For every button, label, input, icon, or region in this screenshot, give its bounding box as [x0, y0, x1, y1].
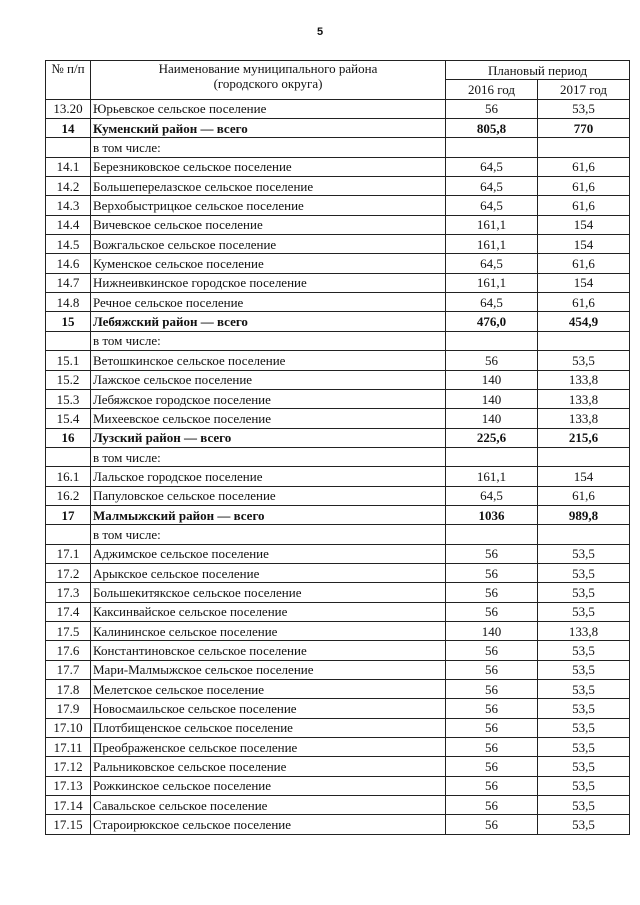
district-total-row [46, 312, 630, 331]
subheading-row [46, 447, 630, 466]
row-value-2017 [538, 138, 630, 157]
table-row [46, 660, 630, 679]
row-value-2016: 225,6 [446, 428, 538, 447]
row-number: 14 [46, 119, 91, 138]
row-value-2017: 53,5 [538, 544, 630, 563]
row-value-2017: 133,8 [538, 409, 630, 428]
row-number: 17.13 [46, 776, 91, 795]
row-number: 14.1 [46, 157, 91, 176]
row-number: 17.15 [46, 815, 91, 834]
table-row [46, 680, 630, 699]
row-value-2017: 53,5 [538, 796, 630, 815]
header-planned-period: Плановый период [446, 61, 630, 80]
row-value-2017: 53,5 [538, 602, 630, 621]
subheading-row [46, 331, 630, 350]
row-value-2016: 64,5 [446, 157, 538, 176]
row-value-2016: 64,5 [446, 254, 538, 273]
row-name: Преображенское сельское поселение [91, 738, 446, 757]
row-value-2017: 61,6 [538, 293, 630, 312]
table-row [46, 602, 630, 621]
table-row [46, 486, 630, 505]
row-value-2017: 53,5 [538, 99, 630, 118]
row-name: Каксинвайское сельское поселение [91, 602, 446, 621]
row-value-2017: 53,5 [538, 718, 630, 737]
table-row [46, 157, 630, 176]
row-number: 17.9 [46, 699, 91, 718]
row-value-2017: 53,5 [538, 351, 630, 370]
row-number: 17.10 [46, 718, 91, 737]
row-value-2017: 53,5 [538, 660, 630, 679]
row-name: в том числе: [91, 331, 446, 350]
table-row [46, 757, 630, 776]
row-name: Савальское сельское поселение [91, 796, 446, 815]
row-value-2016: 64,5 [446, 177, 538, 196]
table-row [46, 467, 630, 486]
row-name: Ральниковское сельское поселение [91, 757, 446, 776]
row-name: Лузский район — всего [91, 428, 446, 447]
header-name-line1: Наименование муниципального района [158, 61, 378, 76]
row-value-2016: 56 [446, 718, 538, 737]
row-number: 14.2 [46, 177, 91, 196]
row-value-2016: 56 [446, 680, 538, 699]
row-value-2016: 140 [446, 370, 538, 389]
row-value-2017: 154 [538, 235, 630, 254]
row-name: Березниковское сельское поселение [91, 157, 446, 176]
row-value-2016: 56 [446, 583, 538, 602]
row-value-2016: 56 [446, 641, 538, 660]
row-value-2017: 215,6 [538, 428, 630, 447]
subheading-row [46, 525, 630, 544]
row-number: 16.2 [46, 486, 91, 505]
row-name: Лебяжское городское поселение [91, 389, 446, 408]
row-value-2016: 56 [446, 738, 538, 757]
row-value-2017: 133,8 [538, 370, 630, 389]
row-value-2016: 56 [446, 351, 538, 370]
row-name: в том числе: [91, 138, 446, 157]
row-name: в том числе: [91, 525, 446, 544]
row-number: 17.6 [46, 641, 91, 660]
row-value-2017 [538, 331, 630, 350]
row-number: 17.14 [46, 796, 91, 815]
row-name: Куменский район — всего [91, 119, 446, 138]
table-row [46, 177, 630, 196]
row-value-2017: 53,5 [538, 641, 630, 660]
row-number: 17.11 [46, 738, 91, 757]
row-value-2017: 154 [538, 215, 630, 234]
row-number [46, 331, 91, 350]
subheading-row [46, 138, 630, 157]
table-header [46, 61, 630, 100]
row-name: Нижнеивкинское городское поселение [91, 273, 446, 292]
row-name: Калининское сельское поселение [91, 621, 446, 640]
row-number: 16.1 [46, 467, 91, 486]
table-body [46, 99, 630, 834]
row-number: 14.6 [46, 254, 91, 273]
district-total-row [46, 505, 630, 524]
table-row [46, 544, 630, 563]
row-number: 17.1 [46, 544, 91, 563]
page-number: 5 [316, 26, 324, 38]
row-name: Мари-Малмыжское сельское поселение [91, 660, 446, 679]
row-number: 14.7 [46, 273, 91, 292]
table-row [46, 389, 630, 408]
row-number: 14.4 [46, 215, 91, 234]
header-name-line2: (городского округа) [213, 76, 323, 91]
table-row [46, 196, 630, 215]
header-row-top [46, 61, 630, 80]
row-name: Лебяжский район — всего [91, 312, 446, 331]
row-number [46, 138, 91, 157]
row-value-2016 [446, 447, 538, 466]
row-value-2016: 56 [446, 757, 538, 776]
table-row [46, 621, 630, 640]
row-value-2017: 53,5 [538, 815, 630, 834]
row-value-2017 [538, 447, 630, 466]
row-value-2016: 56 [446, 776, 538, 795]
district-total-row [46, 119, 630, 138]
table-row [46, 409, 630, 428]
row-value-2017: 53,5 [538, 583, 630, 602]
row-name: Вожгальское сельское поселение [91, 235, 446, 254]
row-number: 17 [46, 505, 91, 524]
row-value-2017: 133,8 [538, 389, 630, 408]
row-value-2016: 140 [446, 409, 538, 428]
row-name: Аджимское сельское поселение [91, 544, 446, 563]
row-name: в том числе: [91, 447, 446, 466]
table-row [46, 815, 630, 834]
row-value-2016: 56 [446, 563, 538, 582]
row-value-2016: 161,1 [446, 273, 538, 292]
table-row [46, 235, 630, 254]
row-value-2017: 53,5 [538, 563, 630, 582]
row-number [46, 525, 91, 544]
row-name: Лажское сельское поселение [91, 370, 446, 389]
row-value-2016: 64,5 [446, 486, 538, 505]
row-number: 17.3 [46, 583, 91, 602]
row-name: Константиновское сельское поселение [91, 641, 446, 660]
table-row [46, 699, 630, 718]
row-number: 17.8 [46, 680, 91, 699]
row-value-2016: 161,1 [446, 215, 538, 234]
row-value-2017: 154 [538, 467, 630, 486]
table-row [46, 776, 630, 795]
row-value-2016: 64,5 [446, 293, 538, 312]
row-value-2016 [446, 138, 538, 157]
row-name: Верхобыстрицкое сельское поселение [91, 196, 446, 215]
row-name: Малмыжский район — всего [91, 505, 446, 524]
table-row [46, 293, 630, 312]
row-number: 15.1 [46, 351, 91, 370]
row-value-2016 [446, 525, 538, 544]
row-number: 13.20 [46, 99, 91, 118]
row-value-2016 [446, 331, 538, 350]
row-name: Староирюкское сельское поселение [91, 815, 446, 834]
row-number: 15 [46, 312, 91, 331]
row-value-2017: 61,6 [538, 196, 630, 215]
table-row [46, 583, 630, 602]
row-number: 14.3 [46, 196, 91, 215]
header-year-2016: 2016 год [446, 80, 538, 99]
row-name: Арыкское сельское поселение [91, 563, 446, 582]
row-name: Ветошкинское сельское поселение [91, 351, 446, 370]
row-value-2017: 770 [538, 119, 630, 138]
row-name: Большекитякское сельское поселение [91, 583, 446, 602]
row-value-2016: 140 [446, 389, 538, 408]
row-value-2016: 56 [446, 699, 538, 718]
row-value-2017: 454,9 [538, 312, 630, 331]
row-name: Речное сельское поселение [91, 293, 446, 312]
row-name: Михеевское сельское поселение [91, 409, 446, 428]
row-number: 17.12 [46, 757, 91, 776]
row-name: Рожкинское сельское поселение [91, 776, 446, 795]
table-row [46, 370, 630, 389]
table-row [46, 351, 630, 370]
row-value-2017: 53,5 [538, 776, 630, 795]
row-value-2017: 53,5 [538, 699, 630, 718]
row-value-2016: 56 [446, 602, 538, 621]
row-number: 17.4 [46, 602, 91, 621]
table-row [46, 254, 630, 273]
table-row [46, 796, 630, 815]
row-value-2016: 56 [446, 544, 538, 563]
row-value-2016: 56 [446, 815, 538, 834]
row-number: 17.2 [46, 563, 91, 582]
table-row [46, 215, 630, 234]
row-value-2016: 476,0 [446, 312, 538, 331]
row-number: 17.5 [46, 621, 91, 640]
row-value-2016: 140 [446, 621, 538, 640]
header-number: № п/п [46, 61, 91, 100]
row-name: Папуловское сельское поселение [91, 486, 446, 505]
row-value-2016: 64,5 [446, 196, 538, 215]
table-row [46, 738, 630, 757]
row-value-2017: 989,8 [538, 505, 630, 524]
row-value-2017: 53,5 [538, 680, 630, 699]
row-number: 16 [46, 428, 91, 447]
table-row [46, 718, 630, 737]
row-number: 14.5 [46, 235, 91, 254]
row-value-2017: 53,5 [538, 738, 630, 757]
header-year-2017: 2017 год [538, 80, 630, 99]
row-name: Лальское городское поселение [91, 467, 446, 486]
row-name: Большеперелазское сельское поселение [91, 177, 446, 196]
row-number: 15.3 [46, 389, 91, 408]
row-value-2017: 61,6 [538, 486, 630, 505]
row-value-2017: 61,6 [538, 254, 630, 273]
row-value-2017: 133,8 [538, 621, 630, 640]
table-row [46, 273, 630, 292]
row-value-2017: 154 [538, 273, 630, 292]
row-value-2017: 61,6 [538, 157, 630, 176]
row-number: 14.8 [46, 293, 91, 312]
row-value-2017 [538, 525, 630, 544]
row-value-2017: 53,5 [538, 757, 630, 776]
table-row [46, 99, 630, 118]
table-row [46, 641, 630, 660]
row-value-2016: 56 [446, 796, 538, 815]
row-number: 15.4 [46, 409, 91, 428]
row-value-2016: 161,1 [446, 235, 538, 254]
row-value-2016: 1036 [446, 505, 538, 524]
row-value-2016: 805,8 [446, 119, 538, 138]
row-name: Вичевское сельское поселение [91, 215, 446, 234]
row-value-2016: 56 [446, 99, 538, 118]
row-value-2016: 56 [446, 660, 538, 679]
row-name: Юрьевское сельское поселение [91, 99, 446, 118]
row-number [46, 447, 91, 466]
row-value-2016: 161,1 [446, 467, 538, 486]
table-row [46, 563, 630, 582]
row-value-2017: 61,6 [538, 177, 630, 196]
row-number: 17.7 [46, 660, 91, 679]
header-district-name [91, 61, 446, 100]
district-total-row [46, 428, 630, 447]
row-name: Новосмаильское сельское поселение [91, 699, 446, 718]
budget-table [45, 60, 630, 835]
row-name: Мелетское сельское поселение [91, 680, 446, 699]
row-name: Куменское сельское поселение [91, 254, 446, 273]
row-number: 15.2 [46, 370, 91, 389]
row-name: Плотбищенское сельское поселение [91, 718, 446, 737]
